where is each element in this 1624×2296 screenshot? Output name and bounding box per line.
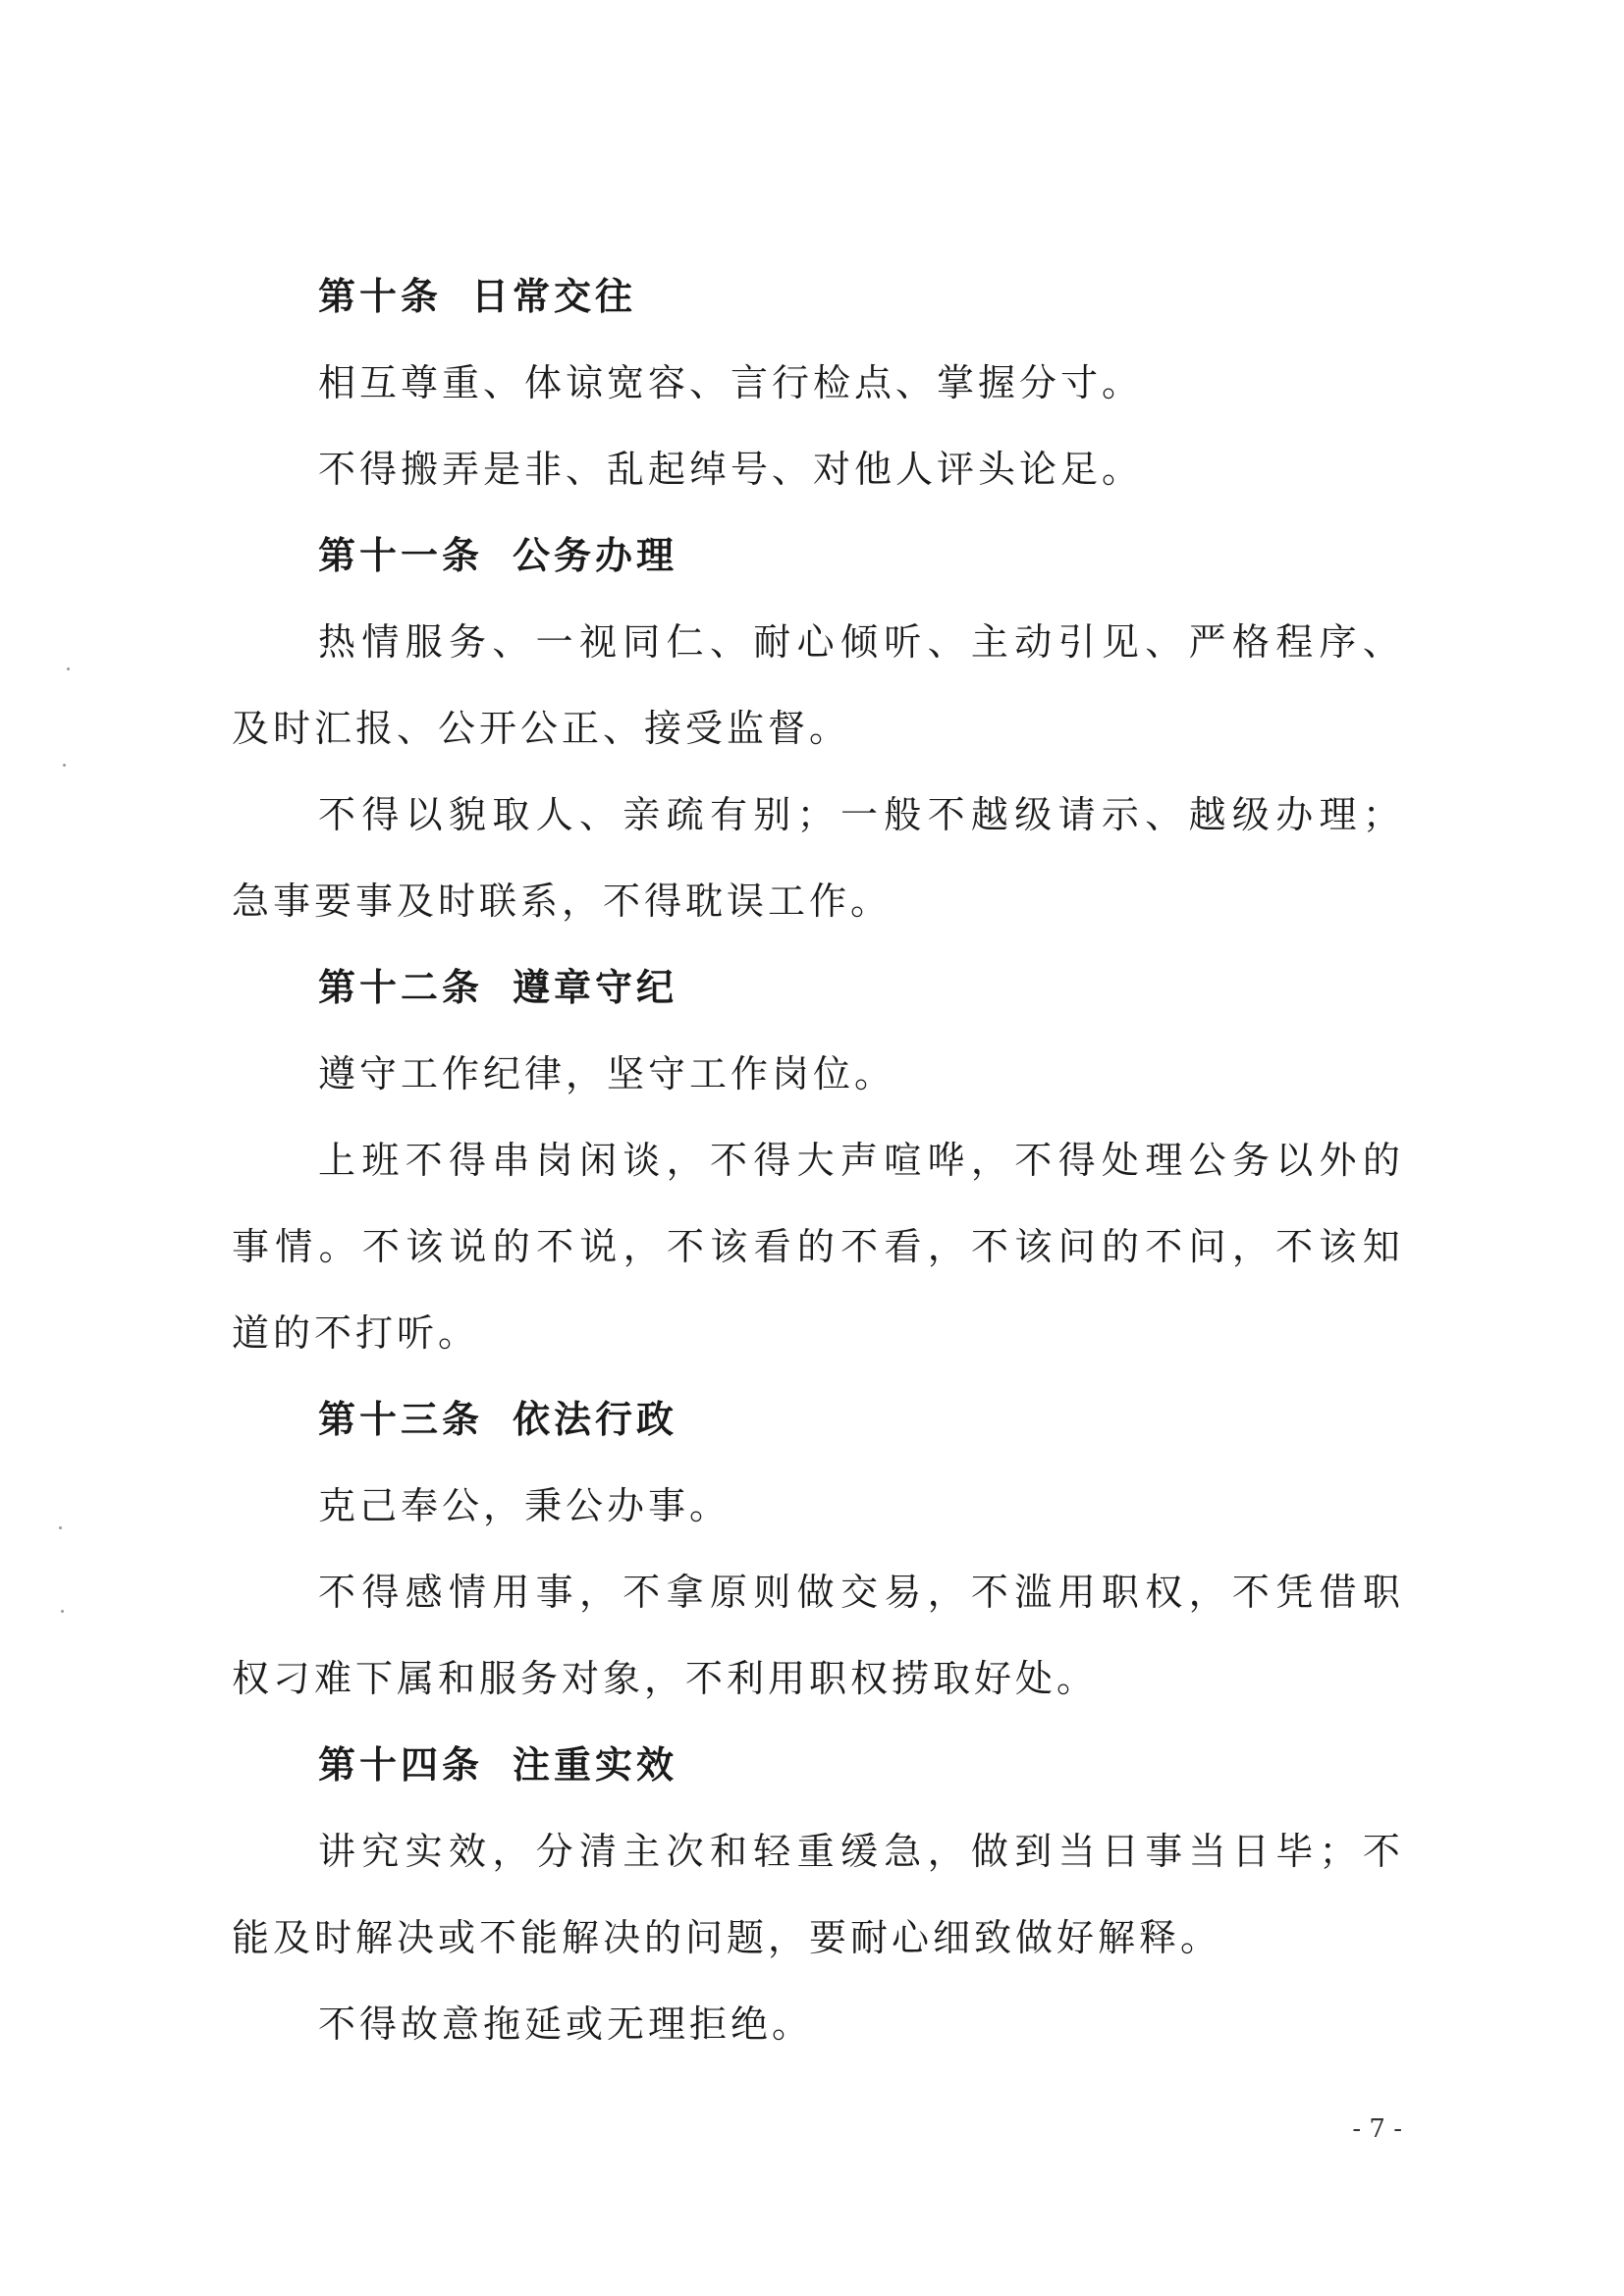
scan-speck: [61, 1610, 64, 1613]
scan-speck: [67, 667, 70, 670]
article-title: 遵章守纪: [513, 966, 678, 1009]
article-paragraph: [232, 426, 1400, 512]
article-paragraph: [232, 1117, 1400, 1376]
paragraph-line: 不 得 以 貌 取 人 、 亲 疏 有 别 ； 一 般 不 越 级 请 示 、 越 级 办 理 ；: [318, 793, 1400, 836]
article-paragraph: [232, 599, 1400, 772]
paragraph-line: 讲 究 实 效 ， 分 清 主 次 和 轻 重 缓 急 ， 做 到 当 日 事 当 日 毕 ； 不: [318, 1830, 1400, 1873]
article-paragraph: [232, 1463, 1400, 1549]
article-heading: [232, 1376, 1400, 1463]
article-heading: [232, 253, 1400, 340]
paragraph-line: 能及时解决或不能解决的问题，要耐心细致做好解释。: [232, 1916, 1222, 1959]
article-title: 依法行政: [513, 1398, 678, 1441]
article-heading: [232, 1722, 1400, 1808]
article-paragraph: [232, 1549, 1400, 1722]
paragraph-line: 上 班 不 得 串 岗 闲 谈 ， 不 得 大 声 喧 哗 ， 不 得 处 理 公 务 以 外 的: [318, 1139, 1400, 1182]
article-number: 第十一条: [318, 534, 484, 577]
article-paragraph: [232, 772, 1400, 944]
article-paragraph: [232, 340, 1400, 426]
paragraph-line: 事 情 。 不 该 说 的 不 说 ， 不 该 看 的 不 看 ， 不 该 问 的 不 问 ， 不 该 知: [232, 1225, 1400, 1268]
article-paragraph: [232, 1031, 1400, 1117]
paragraph-line: 热 情 服 务 、 一 视 同 仁 、 耐 心 倾 听 、 主 动 引 见 、 严 格 程 序 、: [318, 620, 1400, 664]
article-paragraph: [232, 1981, 1400, 2067]
article-number: 第十二条: [318, 966, 484, 1009]
article-title: 日常交往: [471, 275, 637, 318]
paragraph-line: 不 得 感 情 用 事 ， 不 拿 原 则 做 交 易 ， 不 滥 用 职 权 ， 不 凭 借 职: [318, 1571, 1400, 1614]
paragraph-line: 及时汇报、公开公正、接受监督。: [232, 707, 851, 750]
paragraph-line: 权刁难下属和服务对象，不利用职权捞取好处。: [232, 1657, 1099, 1700]
paragraph-line: 克己奉公，秉公办事。: [318, 1484, 731, 1527]
page-number: - 7 -: [1352, 2114, 1402, 2144]
article-number: 第十条: [318, 275, 443, 318]
paragraph-line: 不得故意拖延或无理拒绝。: [318, 2002, 814, 2046]
scan-speck: [63, 764, 66, 767]
scan-speck: [59, 1526, 62, 1529]
article-number: 第十三条: [318, 1398, 484, 1441]
article-number: 第十四条: [318, 1743, 484, 1787]
paragraph-line: 遵守工作纪律，坚守工作岗位。: [318, 1052, 896, 1095]
paragraph-line: 急事要事及时联系，不得耽误工作。: [232, 880, 893, 923]
article-title: 注重实效: [513, 1743, 678, 1787]
article-paragraph: [232, 1808, 1400, 1981]
document-body: [232, 253, 1400, 2067]
paragraph-line: 道的不打听。: [232, 1311, 480, 1355]
article-title: 公务办理: [513, 534, 678, 577]
paragraph-line: 不得搬弄是非、乱起绰号、对他人评头论足。: [318, 448, 1144, 491]
article-heading: [232, 512, 1400, 599]
paragraph-line: 相互尊重、体谅宽容、言行检点、掌握分寸。: [318, 361, 1144, 404]
article-heading: [232, 944, 1400, 1031]
